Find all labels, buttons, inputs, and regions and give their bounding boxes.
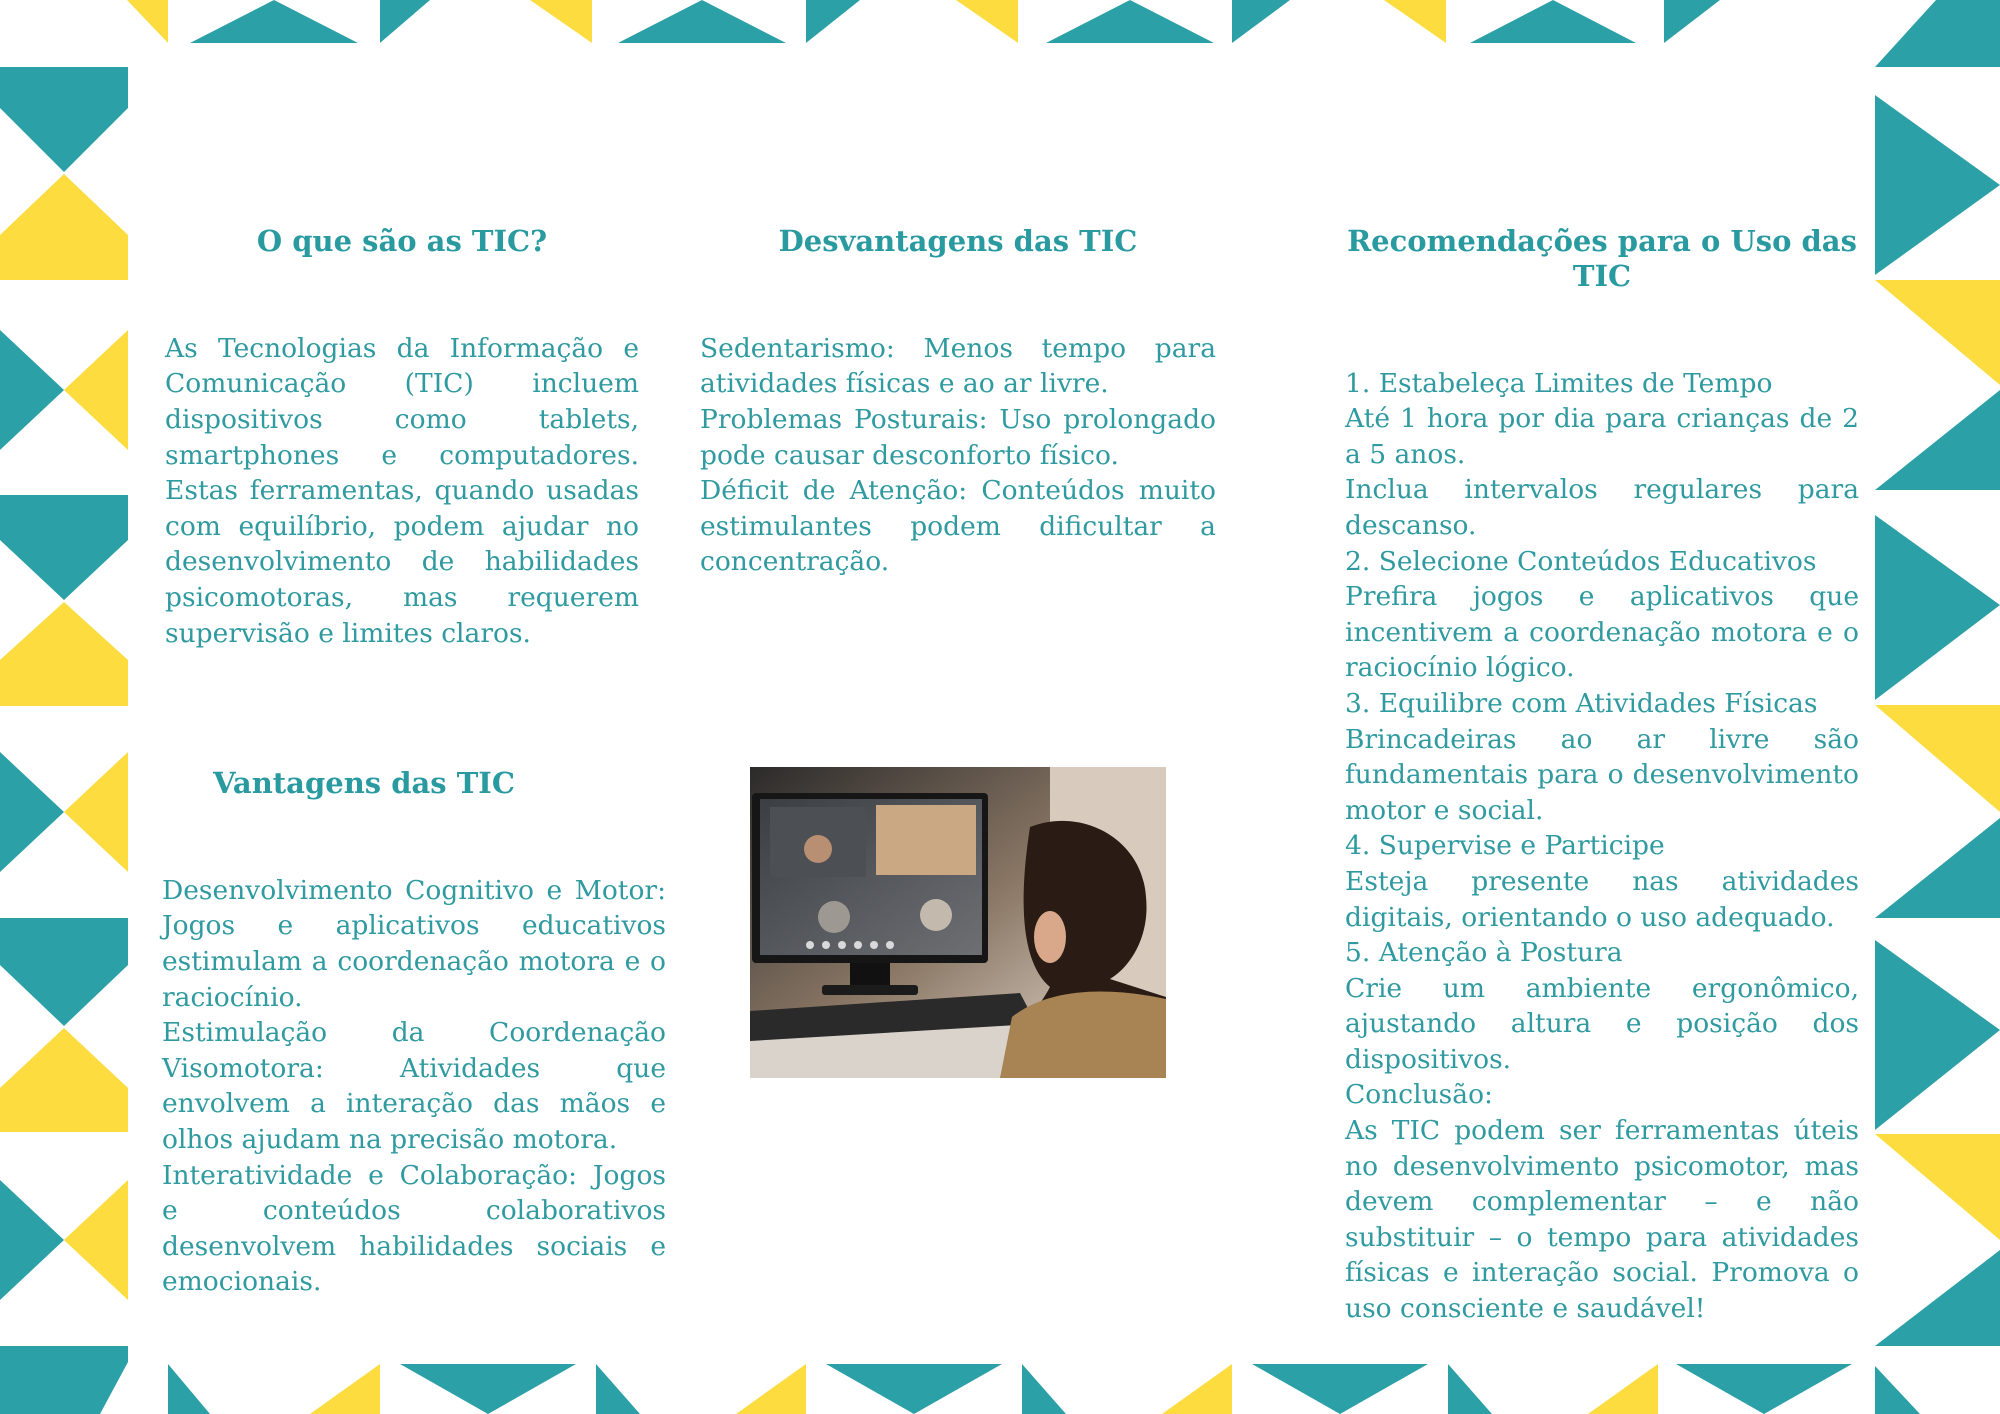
text-line: Problemas Posturais: Uso prolongado pode causar desconforto físico. [700,403,1216,471]
section-title: Desvantagens das TIC [778,224,1138,258]
text-line: Prefira jogos e aplicativos que incentivem a coordenação motora e o raciocínio lógico. [1345,581,1859,684]
section-title: Vantagens das TIC [213,766,515,800]
section-body [162,873,666,1300]
text-line: Brincadeiras ao ar livre são fundamentais para o desenvolvimento motor e social. [1345,723,1859,826]
section-title: Recomendações para o Uso das TIC [1347,224,1857,293]
text-line: 4. Supervise e Participe [1345,830,1665,862]
section-what-are-tic [165,224,639,651]
section-recommendations [1345,224,1859,1327]
text-line: 2. Selecione Conteúdos Educativos [1345,545,1817,577]
text-line: 3. Equilibre com Atividades Físicas [1345,687,1818,719]
text-line: Inclua intervalos regulares para descanso. [1345,474,1859,541]
text-line: Desenvolvimento Cognitivo e Motor: Jogos e aplicativos educativos estimulam a coordenação motora e o raciocínio. [162,874,666,1013]
text-line: Déficit de Atenção: Conteúdos muito estimulantes podem dificultar a concentração. [700,475,1216,578]
text-line: 1. Estabeleça Limites de Tempo [1345,367,1773,399]
section-disadvantages [700,224,1216,580]
text-line: Conclusão: [1345,1079,1493,1111]
section-title: O que são as TIC? [256,224,548,258]
text-line: Esteja presente nas atividades digitais, orientando o uso adequado. [1345,865,1859,933]
section-advantages [162,766,666,1300]
text-line: As TIC podem ser ferramentas úteis no desenvolvimento psicomotor, mas devem complementar – e não substituir – o tempo para atividades físicas e interação social. Promova o uso consciente e saudável! [1345,1115,1859,1325]
text-line: Crie um ambiente ergonômico, ajustando altura e posição dos dispositivos. [1345,972,1859,1075]
text-line: Estimulação da Coordenação Visomotora: Atividades que envolvem a interação das mãos e olhos ajudam na precisão motora. [162,1017,666,1155]
child-at-computer-photo [750,767,1166,1078]
text-line: Sedentarismo: Menos tempo para atividades físicas e ao ar livre. [700,332,1216,400]
text-line: Interatividade e Colaboração: Jogos e conteúdos colaborativos desenvolvem habilidades sociais e emocionais. [162,1159,666,1298]
section-body [700,331,1216,580]
section-body [1345,366,1859,1327]
text-line: 5. Atenção à Postura [1345,937,1623,969]
text-line: Até 1 hora por dia para crianças de 2 a 5 anos. [1345,403,1859,470]
section-body: As Tecnologias da Informação e Comunicação (TIC) incluem dispositivos como tablets, smartphones e computadores. Estas ferramentas, quando usadas com equilíbrio, podem ajudar no desenvolvimento de habilidades psicomotoras, mas requerem supervisão e limites claros. [165,332,639,649]
